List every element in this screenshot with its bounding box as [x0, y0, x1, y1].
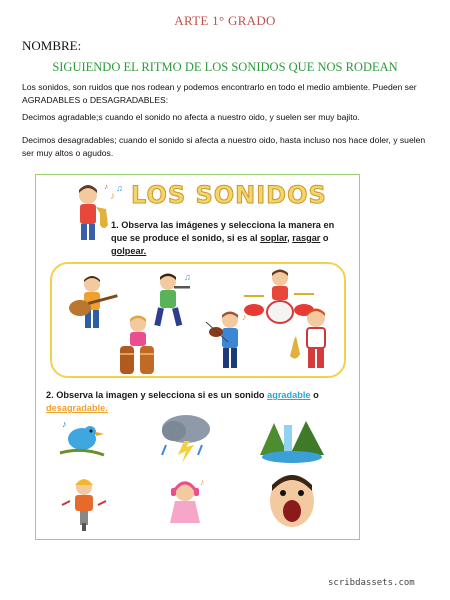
svg-text:♪: ♪ [104, 182, 108, 191]
saxophone-kid-illustration [286, 306, 344, 376]
worksheet-title: LOS SONIDOS [131, 181, 327, 209]
girl-headphones-illustration [158, 475, 212, 531]
worksheet-image [35, 174, 360, 540]
svg-text:♪: ♪ [242, 312, 247, 322]
svg-text:♪: ♪ [62, 419, 67, 429]
svg-text:♫: ♫ [184, 272, 191, 282]
waterfall-landscape-illustration [260, 415, 324, 463]
page-title: ARTE 1° GRADO [174, 13, 276, 28]
screaming-face-illustration [264, 471, 320, 531]
intro-paragraph: Los sonidos, son ruidos que nos rodean y podemos encontrarlo en todo el medio ambiente. Pueden ser AGRADABLES o DESAGRADABLES: [22, 82, 417, 105]
conga-player-illustration [110, 314, 166, 378]
svg-text:♪: ♪ [110, 191, 115, 202]
watermark-text: scribdassets.com [328, 578, 415, 588]
violin-player-illustration [204, 308, 258, 374]
svg-text:♫: ♫ [116, 183, 123, 193]
desagradable-paragraph: Decimos desagradables; cuando el sonido si afecta a nuestro oido, hasta incluso nos hace doler, y suelen ser muy altos o agudos. [22, 135, 426, 158]
bird-illustration [56, 417, 108, 461]
question-1: 1. Observa las imágenes y selecciona la manera en que se produce el sonido, si es al soplar, rasgar o golpear. [111, 220, 335, 256]
page-subtitle: SIGUIENDO EL RITMO DE LOS SONIDOS QUE NOS RODEAN [52, 60, 398, 74]
svg-text:♪: ♪ [200, 477, 205, 487]
question-2: 2. Observa la imagen y selecciona si es un sonido agradable o desagradable. [46, 390, 319, 413]
jackhammer-worker-illustration [58, 475, 110, 531]
musicians-scene [50, 262, 346, 378]
agradable-paragraph: Decimos agradable;s cuando el sonido no afecta a nuestro oido, y suelen ser muy bajito. [22, 112, 360, 122]
storm-cloud-illustration [156, 411, 218, 463]
name-label: NOMBRE: [22, 38, 82, 53]
